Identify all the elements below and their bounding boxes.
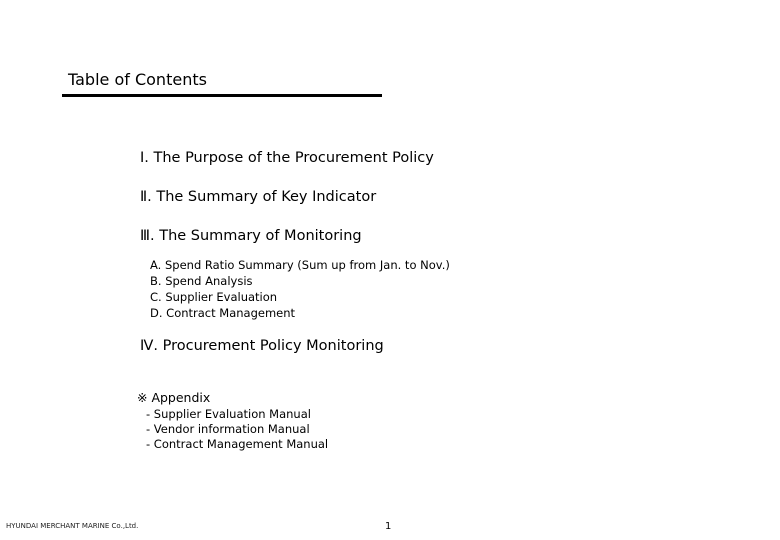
subsection-item-c: C. Supplier Evaluation xyxy=(150,290,278,304)
section-heading-3: Ⅲ. The Summary of Monitoring xyxy=(140,228,362,244)
section-heading-4: Ⅳ. Procurement Policy Monitoring xyxy=(140,338,384,354)
page-number: 1 xyxy=(385,521,392,532)
section-heading-1: Ⅰ. The Purpose of the Procurement Policy xyxy=(140,150,434,166)
footer-company-name: HYUNDAI MERCHANT MARINE Co.,Ltd. xyxy=(6,522,139,530)
section-heading-2: Ⅱ. The Summary of Key Indicator xyxy=(140,189,377,205)
appendix-list xyxy=(146,407,328,452)
subsection-item-d: D. Contract Management xyxy=(150,306,296,320)
appendix-heading: ※ Appendix xyxy=(137,390,211,405)
page-title: Table of Contents xyxy=(68,70,207,89)
appendix-item: - Supplier Evaluation Manual xyxy=(146,407,311,421)
subsection-item-a: A. Spend Ratio Summary (Sum up from Jan. to Nov.) xyxy=(150,258,450,272)
title-underline xyxy=(62,94,382,97)
monitoring-subsections xyxy=(150,257,450,321)
subsection-item-b: B. Spend Analysis xyxy=(150,274,253,288)
appendix-item: - Vendor information Manual xyxy=(146,422,310,436)
appendix-item: - Contract Management Manual xyxy=(146,437,329,451)
